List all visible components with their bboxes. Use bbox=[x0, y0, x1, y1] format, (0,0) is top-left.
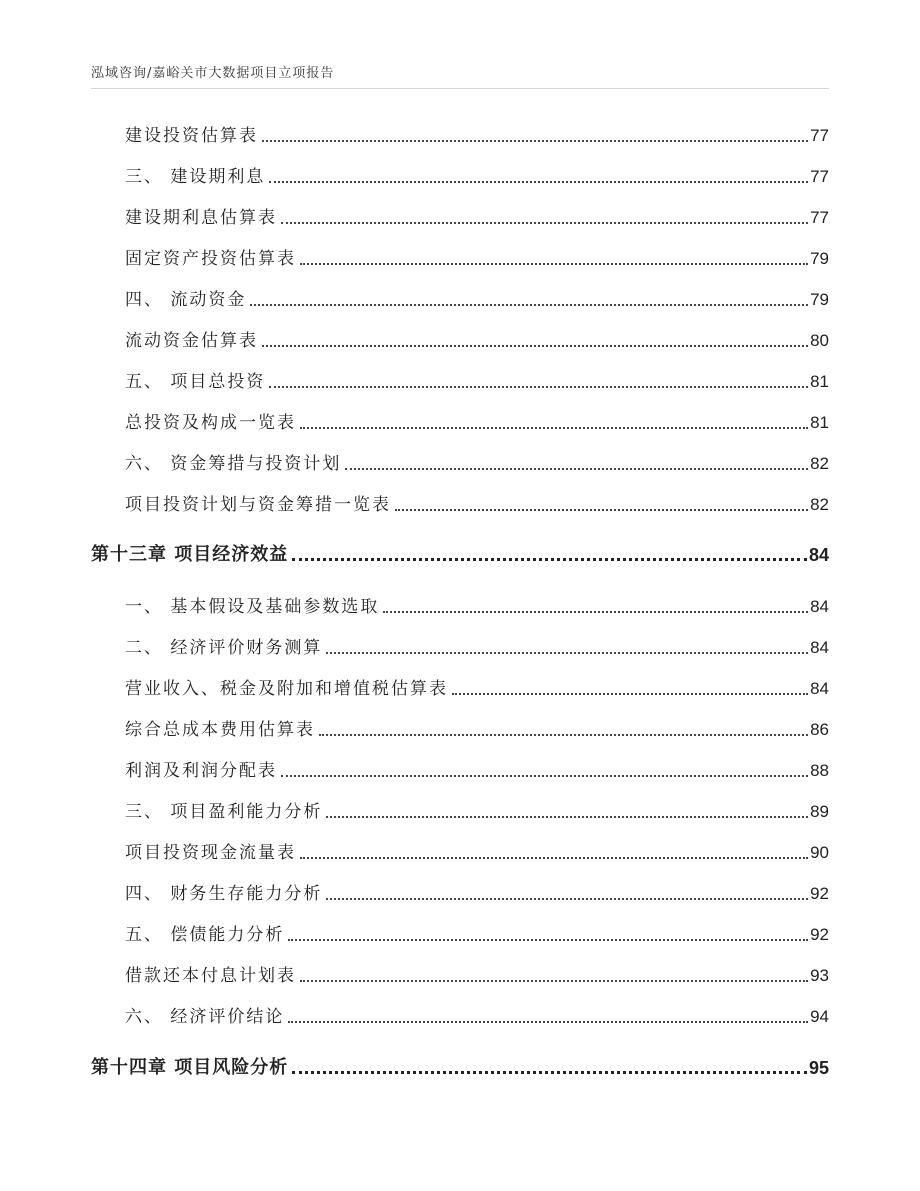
dot-leader bbox=[269, 386, 808, 388]
toc-page-number: 90 bbox=[810, 843, 829, 862]
toc-entry-title: 五、 项目总投资 bbox=[125, 372, 266, 392]
toc-entry[interactable] bbox=[125, 370, 829, 394]
toc-page-number: 77 bbox=[810, 126, 829, 145]
toc-page-number: 77 bbox=[810, 167, 829, 186]
toc-page-number: 84 bbox=[810, 679, 829, 698]
toc-entry[interactable] bbox=[125, 124, 829, 148]
dot-leader bbox=[262, 140, 808, 142]
toc-entry[interactable] bbox=[125, 964, 829, 988]
dot-leader bbox=[300, 857, 808, 859]
toc-page-number: 79 bbox=[810, 249, 829, 268]
toc-page-number: 82 bbox=[810, 454, 829, 473]
toc-entry[interactable] bbox=[125, 677, 829, 701]
toc-page-number: 93 bbox=[810, 966, 829, 985]
dot-leader bbox=[250, 304, 808, 306]
toc-entry-title: 六、 经济评价结论 bbox=[125, 1007, 285, 1027]
dot-leader bbox=[326, 816, 808, 818]
toc-entry-title: 二、 经济评价财务测算 bbox=[125, 638, 323, 658]
dot-leader bbox=[300, 263, 808, 265]
toc-entry[interactable] bbox=[125, 247, 829, 271]
dot-leader bbox=[383, 611, 808, 613]
dot-leader bbox=[292, 1071, 807, 1074]
dot-leader bbox=[300, 980, 808, 982]
dot-leader bbox=[269, 181, 808, 183]
toc-entry[interactable] bbox=[125, 841, 829, 865]
toc-entry-title: 借款还本付息计划表 bbox=[125, 966, 296, 986]
dot-leader bbox=[326, 898, 808, 900]
toc-page-number: 77 bbox=[810, 208, 829, 227]
toc-entry-title: 三、 建设期利息 bbox=[125, 167, 266, 187]
toc-entry-title: 建设期利息估算表 bbox=[125, 208, 277, 228]
toc-page-number: 81 bbox=[810, 413, 829, 432]
toc-chapter-entry[interactable] bbox=[91, 543, 829, 567]
dot-leader bbox=[452, 693, 808, 695]
toc-page-number: 95 bbox=[808, 1058, 829, 1078]
toc-page-number: 88 bbox=[810, 761, 829, 780]
toc-page-number: 84 bbox=[810, 638, 829, 657]
toc-entry[interactable] bbox=[125, 452, 829, 476]
toc-entry-title: 一、 基本假设及基础参数选取 bbox=[125, 597, 380, 617]
toc-entry[interactable] bbox=[125, 800, 829, 824]
toc-entry[interactable] bbox=[125, 411, 829, 435]
toc-entry[interactable] bbox=[125, 923, 829, 947]
toc-page-number: 86 bbox=[810, 720, 829, 739]
dot-leader bbox=[281, 222, 808, 224]
toc-entry-title: 三、 项目盈利能力分析 bbox=[125, 802, 323, 822]
toc-entry-title: 项目投资计划与资金筹措一览表 bbox=[125, 495, 391, 515]
toc-page-number: 82 bbox=[810, 495, 829, 514]
toc-entry[interactable] bbox=[125, 165, 829, 189]
toc-page-number: 94 bbox=[810, 1007, 829, 1026]
toc-entry-title: 四、 财务生存能力分析 bbox=[125, 884, 323, 904]
toc-page-number: 79 bbox=[810, 290, 829, 309]
toc-entry-title: 第十四章 项目风险分析 bbox=[91, 1057, 289, 1078]
toc-page-number: 84 bbox=[810, 597, 829, 616]
toc-entry[interactable] bbox=[125, 493, 829, 517]
toc-chapter-entry[interactable] bbox=[91, 1056, 829, 1080]
dot-leader bbox=[300, 427, 808, 429]
toc-entry[interactable] bbox=[125, 636, 829, 660]
dot-leader bbox=[281, 775, 808, 777]
toc-entry[interactable] bbox=[125, 718, 829, 742]
toc-entry-title: 五、 偿债能力分析 bbox=[125, 925, 285, 945]
toc-entry-title: 建设投资估算表 bbox=[125, 126, 258, 146]
toc-page-number: 84 bbox=[808, 545, 829, 565]
toc-entry-title: 综合总成本费用估算表 bbox=[125, 720, 315, 740]
dot-leader bbox=[288, 1021, 808, 1023]
dot-leader bbox=[288, 939, 808, 941]
toc-entry[interactable] bbox=[125, 882, 829, 906]
toc-entry-title: 第十三章 项目经济效益 bbox=[91, 544, 289, 565]
toc-entry-title: 流动资金估算表 bbox=[125, 331, 258, 351]
toc-page-number: 92 bbox=[810, 884, 829, 903]
toc-entry[interactable] bbox=[125, 759, 829, 783]
dot-leader bbox=[345, 468, 808, 470]
toc-entry-title: 营业收入、税金及附加和增值税估算表 bbox=[125, 679, 448, 699]
toc-entry-title: 利润及利润分配表 bbox=[125, 761, 277, 781]
dot-leader bbox=[292, 558, 807, 561]
toc-page-number: 80 bbox=[810, 331, 829, 350]
toc-entry-title: 固定资产投资估算表 bbox=[125, 249, 296, 269]
dot-leader bbox=[326, 652, 808, 654]
dot-leader bbox=[262, 345, 808, 347]
toc-page-number: 89 bbox=[810, 802, 829, 821]
toc-entry-title: 六、 资金筹措与投资计划 bbox=[125, 454, 342, 474]
toc-entry[interactable] bbox=[125, 206, 829, 230]
toc-entry[interactable] bbox=[125, 1005, 829, 1029]
dot-leader bbox=[395, 509, 808, 511]
toc-entry[interactable] bbox=[125, 288, 829, 312]
toc-entry-title: 四、 流动资金 bbox=[125, 290, 247, 310]
dot-leader bbox=[319, 734, 808, 736]
toc-entry-title: 项目投资现金流量表 bbox=[125, 843, 296, 863]
toc-entry[interactable] bbox=[125, 595, 829, 619]
toc-page-number: 81 bbox=[810, 372, 829, 391]
page-header: 泓域咨询/嘉峪关市大数据项目立项报告 bbox=[91, 66, 335, 81]
toc-entry[interactable] bbox=[125, 329, 829, 353]
toc-entry-title: 总投资及构成一览表 bbox=[125, 413, 296, 433]
toc-page-number: 92 bbox=[810, 925, 829, 944]
